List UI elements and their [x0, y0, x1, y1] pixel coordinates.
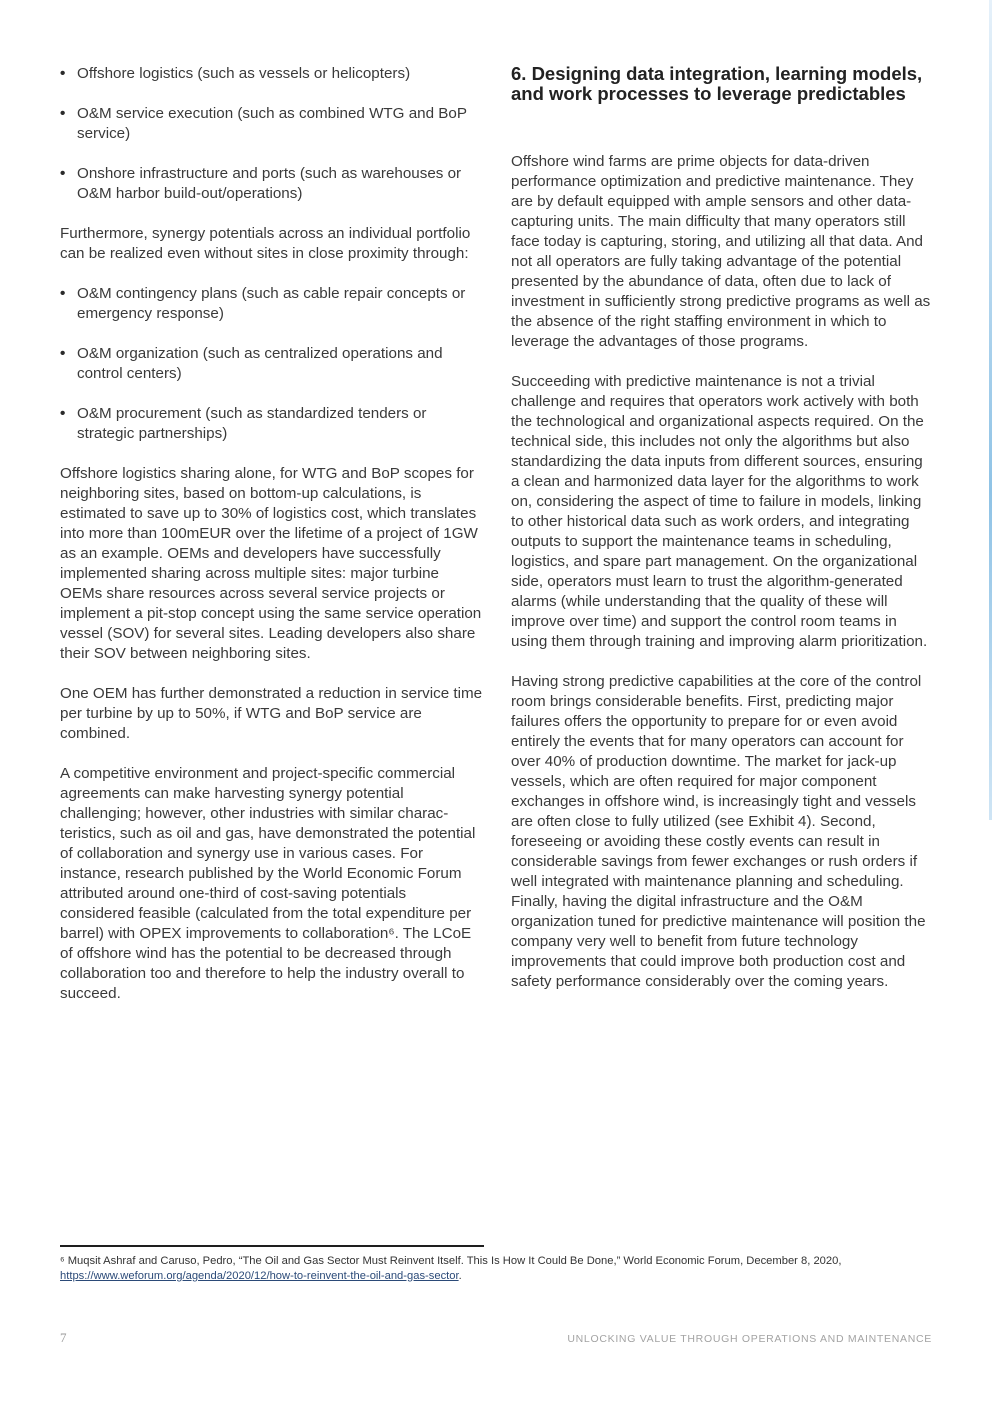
page-number: 7 [60, 1330, 67, 1345]
running-title: UNLOCKING VALUE THROUGH OPERATIONS AND MAINTENANCE [567, 1333, 932, 1345]
paragraph: Offshore logistics sharing alone, for WTG and BoP scopes for neighboring sites, based on bottom-up calculations, is estimated to save up to 30% of logistics cost, which translates into more than 100mEUR over the lifetime of a project of 1GW as an example. OEMs and developers have successfully implemented sharing across multiple sites: major turbine OEMs share resources across several service projects or implement a pit-stop concept using the same service operation vessel (SOV) for several sites. Leading developers also share their SOV between neighboring sites. [60, 465, 482, 662]
paragraph: Succeeding with predictive maintenance is not a trivial challenge and requires that operators work actively with both the technological and organizational aspects required. On the technical side, this includes not only the algorithms but also standardizing the data inputs from different sources, ensuring a clean and harmonized data layer for the algorithms to work on, considering the aspect of time to failure in models, linking to other historical data such as work orders, and integrating outputs to support the maintenance teams in scheduling, logistics, and spare part management. On the organizational side, operators must learn to trust the algorithm-generated alarms (while understanding that the quality of these will improve over time) and support the control room teams in using them through training and improving alarm prioritization. [511, 373, 928, 650]
list-item: • O&M procurement (such as standardized tenders or strategic partnerships) [60, 404, 484, 444]
paragraph: Offshore wind farms are prime objects for data-driven performance optimization and predictive maintenance. They are by default equipped with ample sensors and other data-capturing units. The main difficulty that many operators still face today is capturing, storing, and utilizing all that data. And not all operators are fully taking advantage of the potential presented by the abundance of data, often due to lack of investment in sufficiently strong predictive programs as well as the absence of the right staffing environment in which to leverage the advantages of those programs. [511, 153, 931, 350]
list-item: • O&M service execution (such as combined WTG and BoP service) [60, 104, 484, 144]
right-column [511, 62, 935, 1012]
footnote-divider [60, 1245, 484, 1247]
paragraph: A competitive environment and project-specific commercial agreements can make harvesting synergy potential challenging; however, other industries with similar characteristics, such as oil and gas, have demonstrated the potential of collaboration and synergy use in various cases. For instance, research published by the World Economic Forum attributed around one-third of cost-saving potentials considered feasible (calculated from the total expenditure per barrel) with OPEX improvements to collaboration⁶. The LCoE of offshore wind has the potential to be decreased through collaboration too and therefore to help the industry overall to succeed. [60, 765, 476, 1002]
logistics-bullet-list [60, 64, 484, 204]
footnote-link[interactable]: https://www.weforum.org/agenda/2020/12/how-to-reinvent-the-oil-and-gas-sector [60, 1269, 459, 1282]
footnote-end: . [458, 1269, 462, 1282]
list-item: • Onshore infrastructure and ports (such as warehouses or O&M harbor build-out/operations) [60, 164, 484, 204]
footnote [60, 1254, 932, 1283]
footnote-marker: ⁶ [60, 1255, 65, 1267]
section-heading: 6. Designing data integration, learning models, and work processes to leverage predictables [511, 63, 923, 104]
list-item: • O&M contingency plans (such as cable repair concepts or emergency response) [60, 284, 484, 324]
list-item: • Offshore logistics (such as vessels or helicopters) [60, 64, 484, 84]
left-column [60, 62, 484, 1024]
footnote-text: Muqsit Ashraf and Caruso, Pedro, “The Oil and Gas Sector Must Reinvent Itself. This Is How It Could Be Done,” World Economic Forum, December 8, 2020, [64, 1255, 842, 1267]
paragraph: One OEM has further demonstrated a reduction in service time per turbine by up to 50%, if WTG and BoP service are combined. [60, 685, 483, 742]
list-item: • O&M organization (such as centralized operations and control centers) [60, 344, 484, 384]
portfolio-bullet-list [60, 284, 484, 444]
paragraph: Having strong predictive capabilities at the core of the control room brings considerable benefits. First, predicting major failures offers the opportunity to prepare for or even avoid entirely the events that for many operators can account for over 40% of production downtime. The market for jack-up vessels, which are often required for major component exchanges in offshore wind, is increasingly tight and vessels are often close to fully utilized (see Exhibit 4). Second, foreseeing or avoiding these costly events can result in considerable savings from fewer exchanges or rush orders if well integrated with maintenance planning and scheduling. Finally, having the digital infrastructure and the O&M organization tuned for predictive maintenance will position the company very well to benefit from future technology improvements that could improve both production cost and safety performance considerably over the coming years. [511, 673, 926, 990]
paragraph: Furthermore, synergy potentials across an individual portfolio can be realized even without sites in close proximity through: [60, 225, 471, 262]
